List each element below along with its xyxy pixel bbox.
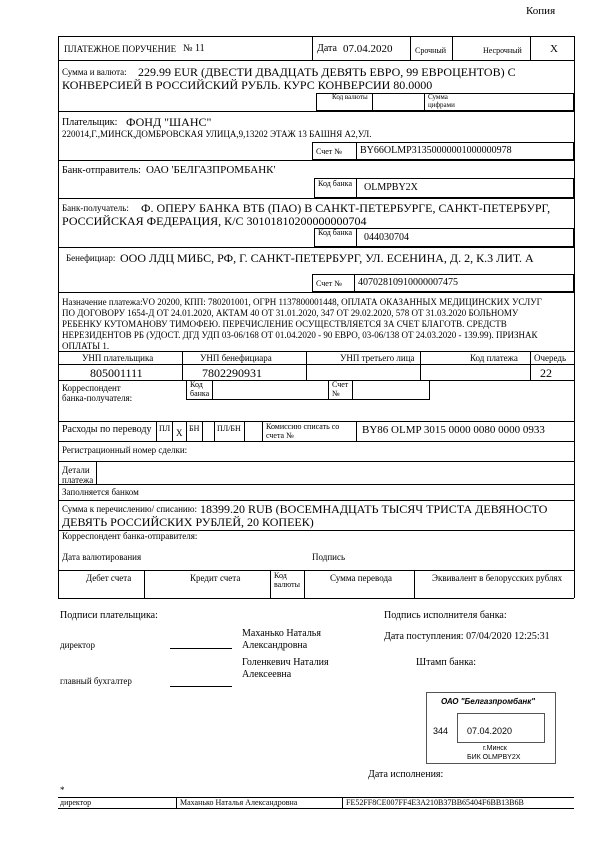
details-label-1: Детали (62, 465, 90, 475)
accountant-label: главный бухгалтер (60, 676, 132, 686)
queue-value: 22 (540, 366, 552, 380)
bank-stamp (426, 692, 556, 764)
beneficiary-account: 40702810910000007475 (358, 277, 458, 288)
amount-text-line1: 229.99 EUR (ДВЕСТИ ДВАДЦАТЬ ДЕВЯТЬ ЕВРО, 99 ЕВРОЦЕНТОВ) С (138, 65, 516, 79)
purpose-line2: ПО ДОГОВОРУ 1654-Д ОТ 24.01.2020, АКТАМ 40 ОТ 31.01.2020, 347 ОТ 29.02.2020, 578 ОТ 31.03.2020 БОЛЬНОМУ (62, 308, 519, 318)
director-label: директор (60, 640, 95, 650)
commission-account: BY86 OLMP 3015 0000 0080 0000 0933 (362, 424, 545, 436)
stamp-number: 344 (433, 726, 449, 736)
credit-account-header: Кредит счета (190, 573, 241, 583)
payer-account: BY66OLMP31350000001000000978 (360, 145, 512, 156)
expenses-mark: X (176, 428, 183, 438)
stamp-city: г.Минск (483, 745, 507, 752)
footnote-asterisk: * (60, 785, 65, 795)
expenses-label: Расходы по переводу (62, 424, 152, 435)
executor-signature-label: Подпись исполнителя банка: (384, 610, 507, 621)
receiver-bank-line2: РОССИЙСКАЯ ФЕДЕРАЦИЯ, К/С 30101810200000000704 (62, 214, 367, 228)
beneficiary-name: ООО ЛДЦ МИБС, РФ, Г. САНКТ-ПЕТЕРБУРГ, УЛ. ЕСЕНИНА, Д. 2, К.3 ЛИТ. А (120, 251, 534, 265)
commission-label: Комиссию списать со счета № (266, 422, 340, 440)
debit-line2: ДЕВЯТЬ РОССИЙСКИХ РУБЛЕЙ, 20 КОПЕЕК) (62, 515, 314, 529)
bank-fill-label: Заполняется банком (62, 487, 139, 497)
expenses-pl: ПЛ (159, 424, 171, 433)
expenses-bn: БН (189, 424, 200, 433)
details-label-2: платежа (62, 475, 94, 485)
form-number: № 11 (183, 43, 205, 54)
signature-label: Подпись (312, 552, 346, 562)
unp-benef: 7802290931 (202, 366, 262, 380)
director-name-2: Александровна (242, 640, 308, 651)
form-title: ПЛАТЕЖНОЕ ПОРУЧЕНИЕ (64, 44, 177, 54)
payment-date: 07.04.2020 (343, 43, 393, 55)
footer-name: Маханько Наталья Александровна (180, 798, 298, 807)
copy-label: Копия (526, 5, 556, 17)
equivalent-header: Эквивалент в белорусских рублях (432, 573, 563, 583)
unp-third-label: УНП третьего лица (340, 353, 415, 363)
beneficiary-account-label: Счет № (316, 279, 342, 288)
sender-corr-label: Корреспондент банка-отправителя: (62, 531, 198, 541)
sum-digits-label: Сумма цифрами (428, 93, 455, 109)
date-label: Дата (317, 43, 337, 54)
receiver-bank-code: 044030704 (364, 232, 409, 243)
payment-code-label: Код платежа (470, 353, 518, 363)
currency-code-header: Код валюты (274, 571, 301, 589)
urgent-label: Срочный (415, 46, 447, 55)
valuation-date-label: Дата валютирования (62, 552, 142, 562)
receiver-bank-code-label: Код банка (318, 228, 352, 237)
receiver-bank-label: Банк-получатель: (62, 203, 129, 213)
accountant-name-2: Алексеевна (242, 669, 292, 680)
payer-address: 220014,Г.,МИНСК,ДОМБРОВСКАЯ УЛИЦА,9,13202 ЭТАЖ 13 БАШНЯ А2,УЛ. (62, 129, 372, 139)
debit-label: Сумма к перечислению/ списанию: (62, 504, 197, 514)
debit-account-header: Дебет счета (86, 573, 132, 583)
sender-bank-label: Банк-отправитель: (62, 165, 141, 176)
sender-bank-code: OLMPBY2X (364, 182, 418, 193)
correspondent-account-label: Счет № (332, 380, 349, 398)
purpose-line4: НЕРЕЗИДЕНТОВ РБ (УДОСТ. ДГД УДП 03-06/168 ОТ 01.04.2020 - 90 ЕВРО, 03-06/138 ОТ 24.03.2020 - 139.99). ПРИЗНАК (62, 330, 538, 340)
purpose-line1: VO 20200, КПП: 780201001, ОГРН 1137800001448, ОПЛАТА ОКАЗАННЫХ МЕДИЦИНСКИХ УСЛУГ (142, 297, 542, 307)
transfer-sum-header: Сумма перевода (330, 573, 393, 583)
footer-hash: FE52FF8CE007FF4E3A210B37BB65404F6BB13B6B (346, 798, 524, 807)
amount-text-line2: КОНВЕРСИЕЙ В РОССИЙСКИЙ РУБЛЬ. КУРС КОНВЕРСИИ 80.0000 (62, 78, 433, 92)
reg-number-label: Регистрационный номер сделки: (62, 445, 188, 455)
correspondent-label-1: Корреспондент (62, 383, 121, 393)
beneficiary-label: Бенефициар: (66, 253, 116, 263)
purpose-label: Назначение платежа: (62, 297, 143, 307)
payer-signatures-label: Подписи плательщика: (60, 610, 158, 621)
correspondent-label-2: банка-получателя: (62, 393, 133, 403)
unp-benef-label: УНП бенефициара (200, 353, 272, 363)
stamp-bic: БИК OLMPBY2X (467, 754, 521, 761)
receipt-date: Дата поступления: 07/04/2020 12:25:31 (384, 631, 550, 642)
unp-payer: 805001111 (90, 366, 143, 380)
payer-name: ФОНД "ШАНС" (126, 115, 212, 129)
correspondent-code-label: Код банка (190, 380, 210, 398)
stamp-bank-name: ОАО "Белгазпромбанк" (441, 697, 536, 706)
director-name-1: Маханько Наталья (242, 628, 321, 639)
queue-label: Очередь (534, 353, 567, 363)
payer-label: Плательщик: (62, 117, 118, 128)
stamp-date: 07.04.2020 (467, 726, 513, 736)
receiver-bank-line1: Ф. ОПЕРУ БАНКА ВТБ (ПАО) В САНКТ-ПЕТЕРБУРГЕ, САНКТ-ПЕТЕРБУРГ, (141, 201, 551, 215)
nonurgent-mark: X (550, 43, 558, 55)
currency-code-label: Код валюты (332, 93, 368, 101)
execution-date-label: Дата исполнения: (368, 769, 444, 780)
payer-account-label: Счет № (316, 147, 342, 156)
purpose-line5: ОПЛАТЫ 1. (62, 341, 110, 351)
amount-label: Сумма и валюта: (62, 67, 127, 77)
expenses-plbn: ПЛ/БН (217, 424, 241, 433)
stamp-label: Штамп банка: (416, 657, 476, 668)
footer-role: директор (60, 798, 92, 807)
sender-bank-name: ОАО 'БЕЛГАЗПРОМБАНК' (146, 164, 276, 176)
nonurgent-label: Несрочный (483, 46, 522, 55)
purpose-line3: РЕБЕНКУ КУТОМАНОВУ ТИМОФЕЮ. ПЕРЕЧИСЛЕНИЕ ОСУЩЕСТВЛЯЕТСЯ ЗА СЧЕТ БЛАГОТВ. СРЕДСТВ (62, 319, 507, 329)
unp-payer-label: УНП плательщика (82, 353, 154, 363)
accountant-name-1: Голенкевич Наталия (242, 657, 329, 668)
debit-line1: 18399.20 RUB (ВОСЕМНАДЦАТЬ ТЫСЯЧ ТРИСТА ДЕВЯНОСТО (200, 502, 548, 516)
sender-bank-code-label: Код банка (318, 179, 352, 188)
